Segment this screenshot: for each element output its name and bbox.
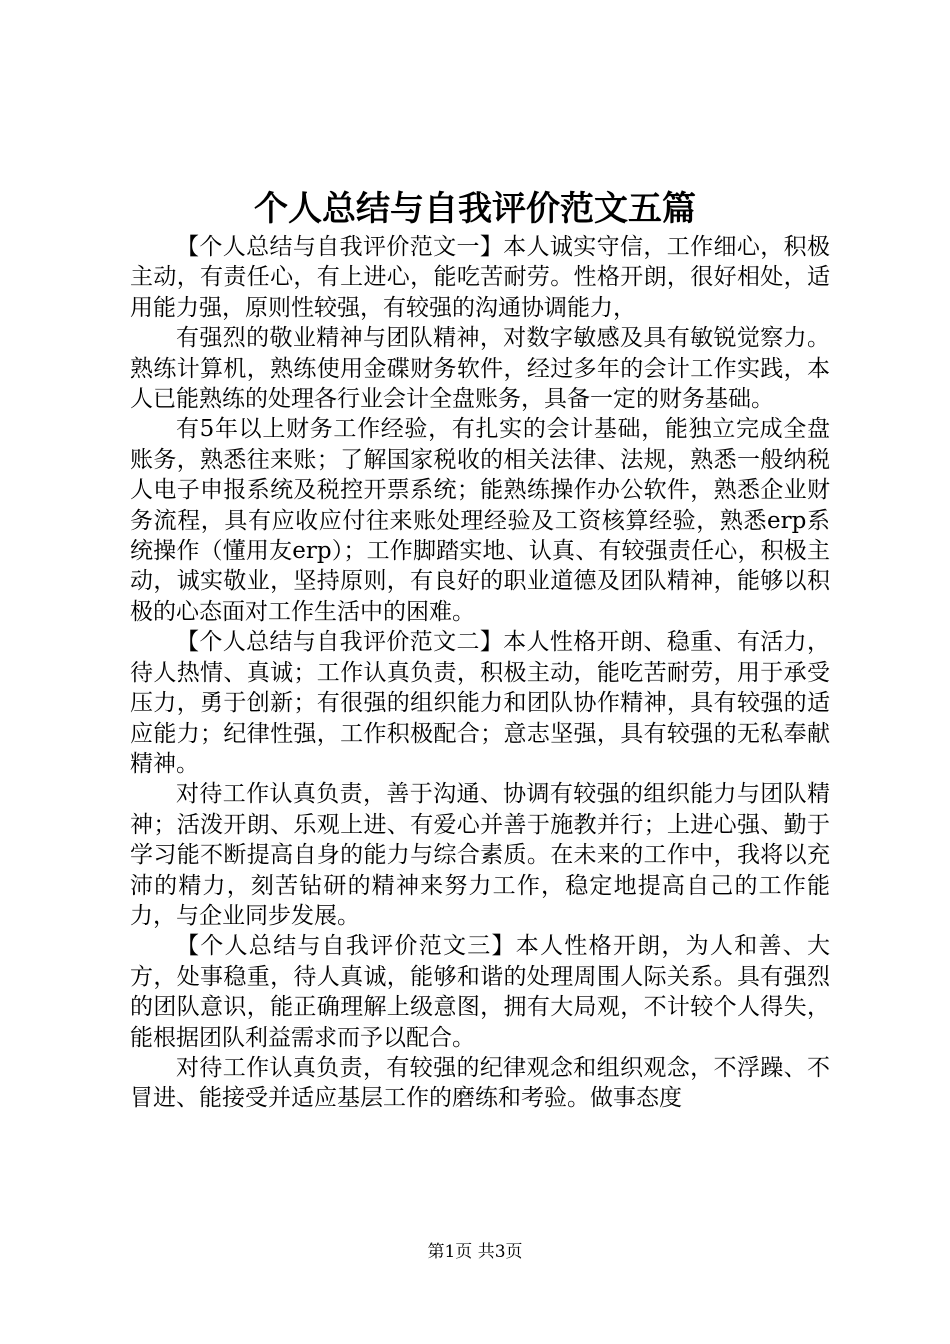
document-title: 个人总结与自我评价范文五篇 — [254, 189, 696, 229]
page-number-footer: 第1页 共3页 — [427, 1242, 523, 1262]
paragraph-6: 【个人总结与自我评价范文三】本人性格开朗，为人和善、大方，处事稳重，待人真诚，能够和谐的处理周围人际关系。具有强烈的团队意识，能正确理解上级意图，拥有大局观，不计较个人得失，能根据团队利益需求而予以配合。 — [130, 933, 830, 1051]
paragraph-1: 【个人总结与自我评价范文一】本人诚实守信，工作细心，积极主动，有责任心，有上进心，能吃苦耐劳。性格开朗，很好相处，适用能力强，原则性较强，有较强的沟通协调能力， — [130, 234, 830, 321]
paragraph-5: 对待工作认真负责，善于沟通、协调有较强的组织能力与团队精神；活泼开朗、乐观上进、有爱心并善于施教并行；上进心强、勤于学习能不断提高自身的能力与综合素质。在未来的工作中，我将以充沛的精力，刻苦钻研的精神来努力工作，稳定地提高自己的工作能力，与企业同步发展。 — [130, 781, 830, 929]
paragraph-4: 【个人总结与自我评价范文二】本人性格开朗、稳重、有活力，待人热情、真诚；工作认真负责，积极主动，能吃苦耐劳，用于承受压力，勇于创新；有很强的组织能力和团队协作精神，具有较强的适应能力；纪律性强，工作积极配合；意志坚强，具有较强的无私奉献精神。 — [130, 629, 830, 777]
document-body — [130, 232, 830, 1114]
paragraph-7: 对待工作认真负责，有较强的纪律观念和组织观念，不浮躁、不冒进、能接受并适应基层工作的磨练和考验。做事态度 — [130, 1054, 830, 1112]
paragraph-2: 有强烈的敬业精神与团队精神，对数字敏感及具有敏锐觉察力。熟练计算机，熟练使用金碟财务软件，经过多年的会计工作实践，本人已能熟练的处理各行业会计全盘账务，具备一定的财务基础。 — [130, 325, 830, 413]
paragraph-3: 有5年以上财务工作经验，有扎实的会计基础，能独立完成全盘账务，熟悉往来账；了解国家税收的相关法律、法规，熟悉一般纳税人电子申报系统及税控开票系统；能熟练操作办公软件，熟悉企业财务流程，具有应收应付往来账处理经验及工资核算经验，熟悉erp系统操作（懂用友erp）；工作脚踏实地、认真、有较强责任心，积极主动，诚实敬业，坚持原则，有良好的职业道德及团队精神，能够以积极的心态面对工作生活中的困难。 — [130, 416, 830, 625]
